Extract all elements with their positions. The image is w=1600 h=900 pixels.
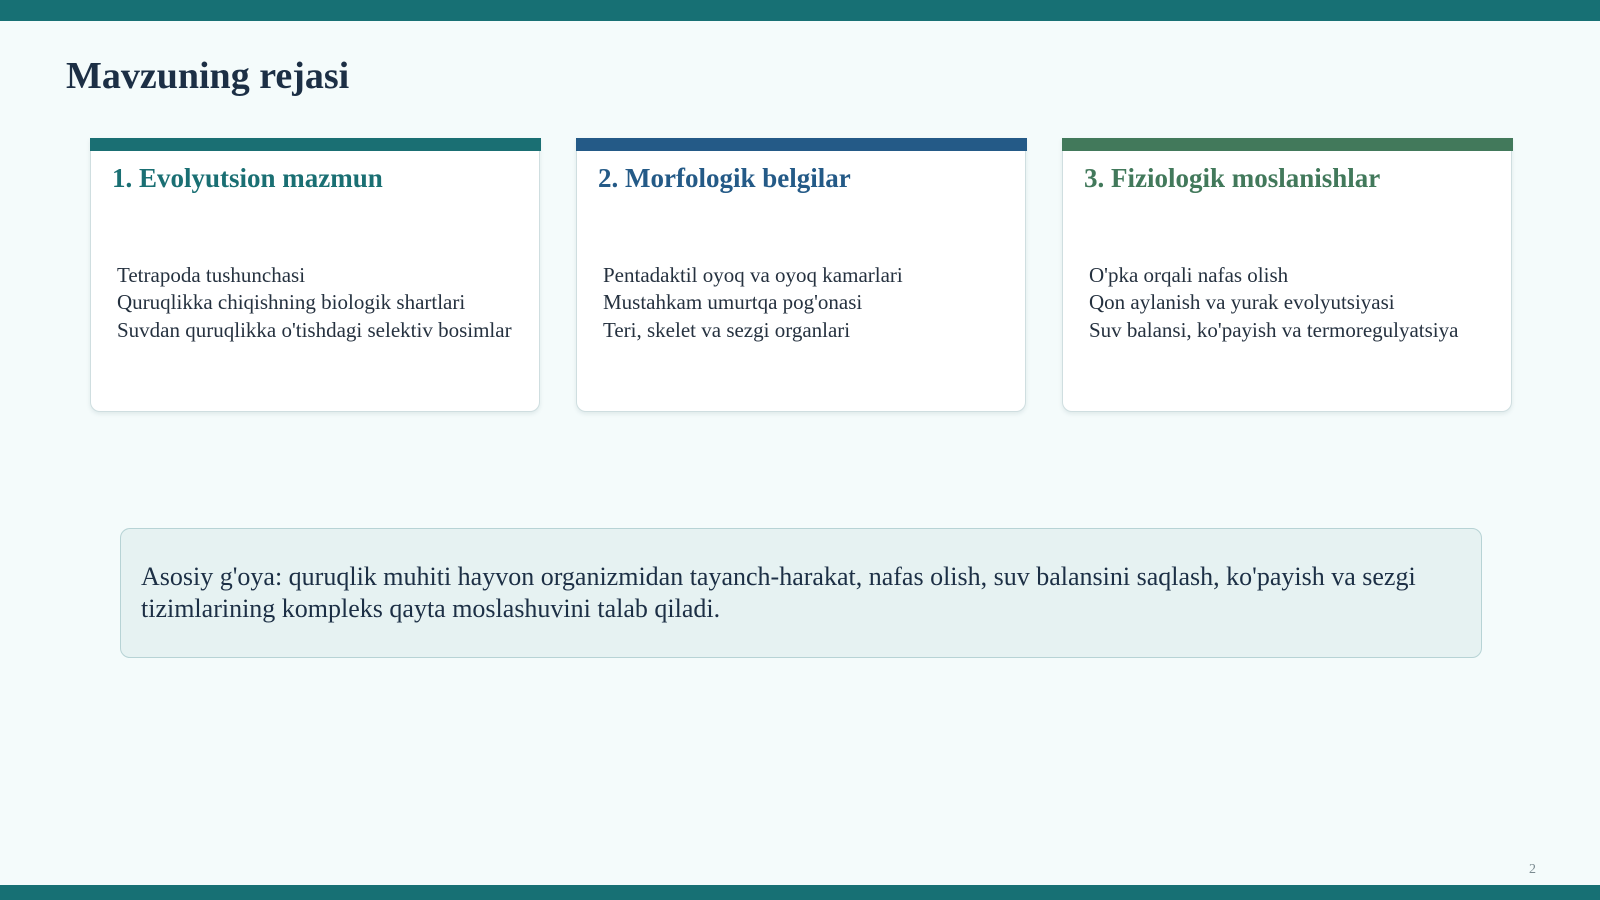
- card-item: Pentadaktil oyoq va oyoq kamarlari: [603, 262, 903, 287]
- card-body: [603, 206, 1013, 400]
- card-item: Mustahkam umurtqa pog'onasi: [603, 290, 863, 315]
- key-idea-box: [120, 528, 1482, 658]
- bottom-accent-bar: [0, 885, 1600, 900]
- card-accent-bar: [1062, 138, 1513, 151]
- card-body: [117, 206, 527, 400]
- page-number: 2: [1529, 862, 1536, 877]
- card-item: Teri, skelet va sezgi organlari: [603, 317, 851, 342]
- plan-card-physiological: [1062, 138, 1512, 412]
- card-item: Suv balansi, ko'payish va termoregulyatsiya: [1089, 317, 1459, 342]
- plan-card-morphological: [576, 138, 1026, 412]
- card-heading: 3. Fiziologik moslanishlar: [1084, 163, 1381, 193]
- card-accent-bar: [90, 138, 541, 151]
- slide-title: Mavzuning rejasi: [66, 55, 350, 97]
- top-accent-bar: [0, 0, 1600, 21]
- plan-card-evolutionary: [90, 138, 540, 412]
- card-accent-bar: [576, 138, 1027, 151]
- card-body: [1089, 206, 1499, 400]
- card-heading: 2. Morfologik belgilar: [598, 163, 851, 193]
- card-item: Suvdan quruqlikka o'tishdagi selektiv bosimlar: [117, 317, 512, 342]
- card-item: Tetrapoda tushunchasi: [117, 262, 306, 287]
- card-item: O'pka orqali nafas olish: [1089, 262, 1289, 287]
- card-item: Qon aylanish va yurak evolyutsiyasi: [1089, 290, 1395, 315]
- key-idea-text: Asosiy g'oya: quruqlik muhiti hayvon organizmidan tayanch-harakat, nafas olish, suv balansini saqlash, ko'payish va sezgi tizimlarining kompleks qayta moslashuvini talab qiladi.: [141, 562, 1416, 623]
- card-item: Quruqlikka chiqishning biologik shartlari: [117, 290, 466, 315]
- card-heading: 1. Evolyutsion mazmun: [112, 163, 383, 193]
